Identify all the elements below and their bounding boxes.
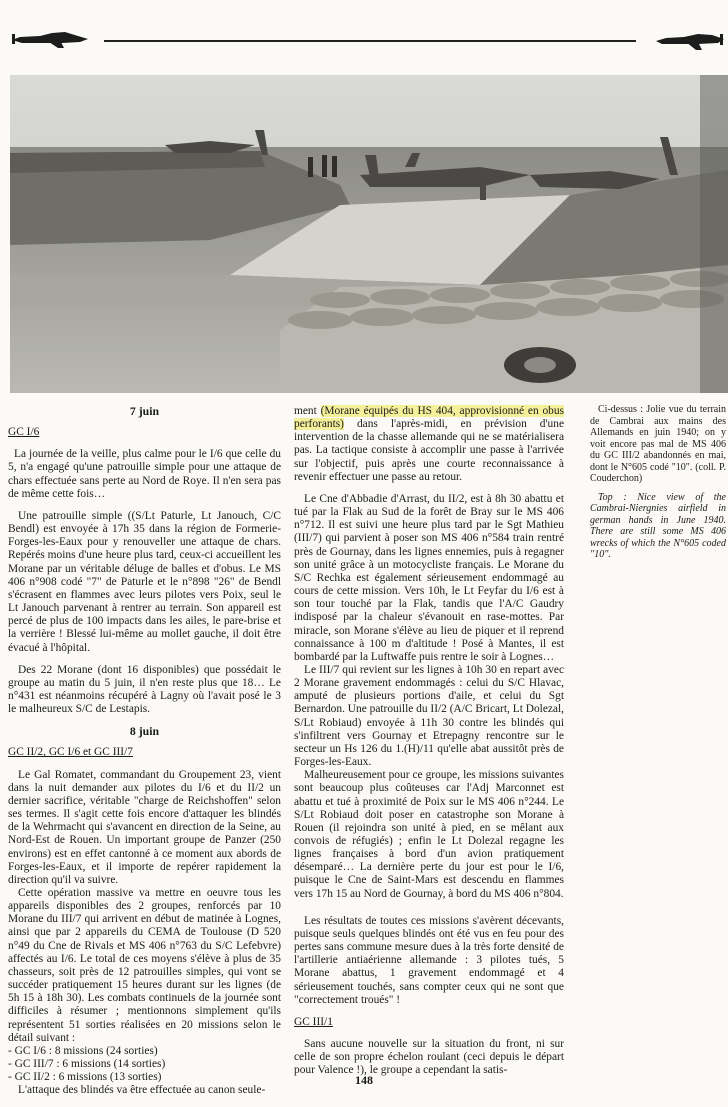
- paragraph: Une patrouille simple ((S/Lt Paturle, Lt Janouch, C/C Bendl) est envoyée à 17h 35 dans la région de Formerie-Forges-les-Eaux pour y renouveller une attaque de chars. Repérés moins d'une heure plus tard, ceux-ci accueillent les Morane par un véritable déluge de balles et d'obus. Le MS 406 n°908 codé "7" de Paturle et le n°898 "26" de Bendl s'écrasent en flammes avec leurs pilotes vers Poix, seul le Lt Janouch parvenant à rentrer au terrain. Son appareil est percé de plus de 100 impacts dans les ailes, le pare-brise et la verrière ! Blessé lui-même au mollet gauche, il doit être évacué à l'hôpital.: [8, 509, 281, 654]
- paragraph: L'attaque des blindés va être effectuée au canon seule-: [18, 1084, 266, 1097]
- column-middle: [294, 405, 564, 1087]
- caption-english: Top : Nice view of the Cambrai-Niergnies airfield in german hands in June 1940. There are still some MS 406 wrecks of which the N°605 coded "10".: [590, 491, 726, 560]
- airfield-photo: [10, 75, 728, 393]
- photo-caption: [590, 404, 726, 568]
- subheading-gc-i-6: GC I/6: [8, 426, 40, 439]
- paragraph: Cette opération massive va mettre en oeuvre tous les appareils disponibles des 2 groupes, renforcés par 10 Morane du III/7 qui arrivent en début de matinée à Lognes, ainsi que par 2 appareils du CEMA de Toulouse (D 520 n°49 du Cne de Rivals et MS 406 n°763 du S/C Lefebvre) affectés au I/6. Le total de ces moyens s'élève à plus de 35 chasseurs, soit près de 12 patrouilles simples, qui vont se succéder pratiquement 15 heures durant sur les lignes (de 5h 15 à 18h 30). Les combats continuels de la journée sont difficiles à résumer ; mentionnons simplement qu'ils représentent 51 sorties réalisées en 20 missions selon le détail suivant :: [8, 887, 281, 1044]
- list-item: - GC III/7 : 6 missions (14 sorties): [8, 1058, 166, 1071]
- paragraph: Des 22 Morane (dont 16 disponibles) que possédait le groupe au matin du 5 juin, il n'en reste plus que 18… Le n°431 est néanmoins récupéré à Lagny où l'avait posé le 3 le malheureux S/C de Lestapis.: [8, 663, 281, 716]
- subheading-gc-iii-1: GC III/1: [294, 1015, 333, 1028]
- section-title-7-juin: 7 juin: [129, 404, 160, 418]
- paragraph: Malheureusement pour ce groupe, les missions suivantes sont beaucoup plus coûteuses car l'Adj Marconnet est abattu et tué à proximité de Poix sur le MS 406 n°244. Le S/Lt Robiaud doit poser en catastrophe son Morane à Rouen (il rejoindra son unité à pied, en se mêlant aux convois de réfugiés) ; enfin le Lt Dolezal regagne les lignes françaises à bord d'un avion pratiquement désemparé… La dernière perte du jour est pour le I/6, puisque le Cne de Saint-Mars est descendu en flammes vers 17h 15 au Nord de Gournay, à bord du MS 406 n°804.: [294, 769, 564, 900]
- right-aircraft-silhouette-icon: [654, 30, 726, 52]
- header-rule: [104, 40, 636, 42]
- page-number: 148: [355, 1073, 373, 1087]
- paragraph: Le III/7 qui revient sur les lignes à 10h 30 en repart avec 2 Morane gravement endommagés : celui du S/C Hlavac, amputé de plusieurs portions d'aile, et celui du Sgt Bernardon. Une patrouille du II/2 (A/C Bricart, Lt Dolezal, S/Lt Robiaud) envoyée à 11h 30 contre les blindés qui s'infiltrent vers Gournay et Etrepagny rencontre sur le secteur un Hs 126 du 1.(H)/11 qu'elle abat aussitôt près de Forges-les-Eaux.: [294, 663, 564, 769]
- paragraph: Le Cne d'Abbadie d'Arrast, du II/2, est à 8h 30 abattu et tué par la Flak au Sud de la forêt de Bray sur le MS 406 n°712. Il est suivi une heure plus tard par le Sgt Mathieu (III/7) qui parvient à poser son MS 406 n°584 train rentré près de Gournay, dans les lignes ennemies, puis à regagner son unité grâce à un motocycliste français. Le Morane du S/C Rechka est également sérieusement endommagé au cours de cette mission. Vers 10h, le Lt Feyfar du I/6 est à son tour touché par la Flak, tandis que l'A/C Gaudry indisposé par la chaleur s'évanouit en rase-mottes. Par miracle, son Morane s'élève au lieu de piquer et il reprend connaissance à 100 m d'altitude ! Posé à Mantes, il est bombardé par la Luftwaffe puis rentre le soir à Lognes…: [294, 492, 564, 663]
- paragraph: Le Gal Romatet, commandant du Groupement 23, vient dans la nuit demander aux pilotes du I/6 et du II/2 un dernier sacrifice, véritable "charge de Reichshoffen" selon ses termes. Il s'agit cette fois encore d'attaquer les blindés de la Wehrmacht qui s'avancent en direction de la Seine, au Nord-Est de Rouen. Un important groupe de Panzer (250 environs) est en effet cantonné à ce moment aux abords de Forges-les-Eaux, et il importe de repérer rapidement la direction qu'il va suivre.: [8, 768, 281, 886]
- paragraph: [294, 405, 564, 484]
- paragraph: Les résultats de toutes ces missions s'avèrent décevants, puisque seuls quelques blindés ont été vus en feu pour des pertes sans commune mesure dues à la très forte densité de l'artillerie antiaérienne allemande : 3 pilotes tués, 5 Morane abattus, 1 gravement endommagé et 4 sérieusement touchés, sans compter ceux qui ne sont que "correctement troués" !: [294, 914, 564, 1006]
- list-item: - GC I/6 : 8 missions (24 sorties): [8, 1044, 158, 1057]
- text-run: ment: [294, 405, 321, 417]
- text-run: dans l'après-midi, en prévision d'une intervention de la chasse allemande qui ne se matérialisera pas. La tactique consiste à accomplir une passe à l'arrivée sur l'objectif, puis après une courte reconnaissance à revenir effectuer une passe au retour.: [294, 418, 564, 483]
- highlighted-text: (Morane équipés du HS 404, approvisionné en obus perforants): [294, 405, 564, 431]
- section-title-8-juin: 8 juin: [129, 724, 160, 739]
- subheading-gc-ii-2: GC II/2, GC I/6 et GC III/7: [8, 746, 133, 759]
- left-aircraft-silhouette-icon: [10, 28, 90, 50]
- list-item: - GC II/2 : 6 missions (13 sorties): [8, 1071, 162, 1084]
- paragraph: Sans aucune nouvelle sur la situation du front, ni sur celle de son propre échelon roulant (ceci depuis le départ pour Valence !), le groupe a cependant la satis-: [294, 1038, 564, 1077]
- column-left: [8, 405, 281, 1107]
- caption-french: Ci-dessus : Jolie vue du terrain de Cambrai aux mains des Allemands en juin 1940; on y voit encore pas mal de MS 406 du GC III/2 abandonnés en mai, dont le N°605 codé "10". (coll. P. Couderchon): [590, 404, 726, 484]
- paragraph: La journée de la veille, plus calme pour le I/6 que celle du 5, n'a engagé qu'une patrouille simple pour une attaque de chars effectuée sans perte au Nord de Roye. Il n'en sera pas de même cette fois…: [8, 448, 281, 500]
